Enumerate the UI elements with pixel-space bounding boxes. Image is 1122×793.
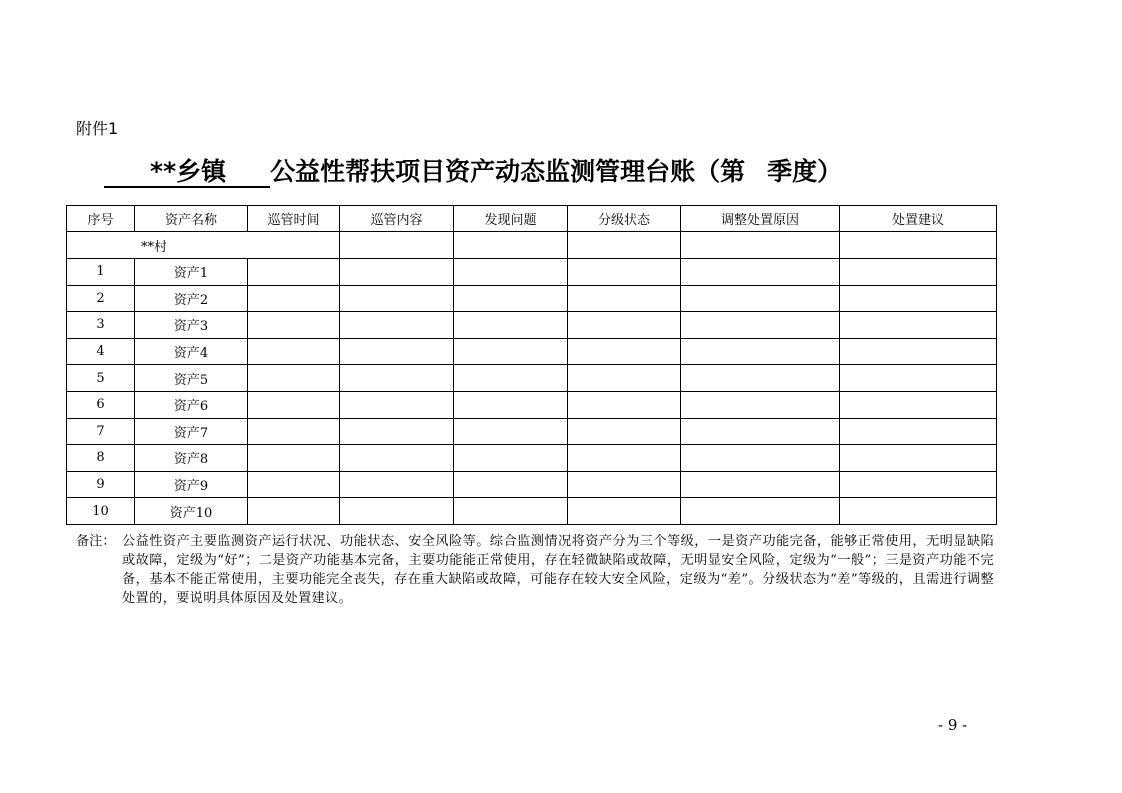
table-cell — [568, 418, 681, 445]
row-number-cell: 2 — [67, 285, 135, 312]
table-cell — [248, 418, 340, 445]
village-row — [67, 232, 997, 259]
table-cell — [454, 471, 568, 498]
row-number-cell: 8 — [67, 445, 135, 472]
table-cell — [681, 259, 840, 286]
table-cell — [840, 418, 997, 445]
row-number-cell: 1 — [67, 259, 135, 286]
table-row — [67, 445, 997, 472]
table-row — [67, 338, 997, 365]
table-cell — [840, 365, 997, 392]
table-cell — [454, 391, 568, 418]
table-cell — [340, 418, 454, 445]
table-cell — [568, 498, 681, 525]
asset-name-cell: 资产7 — [135, 418, 248, 445]
table-cell — [248, 365, 340, 392]
table-row — [67, 418, 997, 445]
table-cell — [454, 445, 568, 472]
table-cell — [840, 498, 997, 525]
table-row — [67, 471, 997, 498]
table-cell — [248, 338, 340, 365]
table-cell — [454, 259, 568, 286]
table-cell — [340, 312, 454, 339]
row-number-cell: 9 — [67, 471, 135, 498]
table-row — [67, 285, 997, 312]
header-cell: 发现问题 — [454, 206, 568, 232]
table-cell — [568, 338, 681, 365]
table-cell — [568, 259, 681, 286]
table-cell — [681, 365, 840, 392]
document-title — [104, 152, 1004, 188]
table-cell — [840, 259, 997, 286]
header-cell: 巡管时间 — [248, 206, 340, 232]
table-row — [67, 498, 997, 525]
table-cell — [681, 471, 840, 498]
asset-name-cell: 资产3 — [135, 312, 248, 339]
table-cell — [340, 498, 454, 525]
asset-name-cell: 资产9 — [135, 471, 248, 498]
title-blank-underline — [228, 157, 270, 188]
table-cell — [681, 232, 840, 259]
table-cell — [568, 312, 681, 339]
table-cell — [454, 498, 568, 525]
table-cell — [340, 285, 454, 312]
row-number-cell: 10 — [67, 498, 135, 525]
table-cell — [681, 285, 840, 312]
table-cell — [568, 471, 681, 498]
table-cell — [340, 391, 454, 418]
header-cell: 调整处置原因 — [681, 206, 840, 232]
asset-name-cell: 资产5 — [135, 365, 248, 392]
asset-name-cell: 资产8 — [135, 445, 248, 472]
table-header-row — [67, 206, 997, 232]
table-cell — [340, 232, 454, 259]
table-cell — [840, 471, 997, 498]
table-cell — [681, 338, 840, 365]
table-cell — [454, 338, 568, 365]
table-cell — [248, 312, 340, 339]
title-town: **乡镇 — [150, 157, 227, 186]
table-cell — [248, 445, 340, 472]
table-row — [67, 365, 997, 392]
remarks-section — [76, 532, 994, 608]
title-blank-underline — [104, 157, 150, 188]
table-cell — [340, 338, 454, 365]
row-number-cell: 4 — [67, 338, 135, 365]
asset-ledger-table — [66, 205, 997, 525]
header-cell: 分级状态 — [568, 206, 681, 232]
table-cell — [681, 418, 840, 445]
asset-name-cell: 资产2 — [135, 285, 248, 312]
table-row — [67, 312, 997, 339]
table-cell — [454, 285, 568, 312]
table-cell — [248, 391, 340, 418]
table-cell — [840, 232, 997, 259]
title-quarter-suffix: 季度） — [767, 157, 843, 186]
title-main: 公益性帮扶项目资产动态监测管理台账（第 — [270, 157, 746, 186]
row-number-cell: 3 — [67, 312, 135, 339]
row-number-cell: 7 — [67, 418, 135, 445]
asset-name-cell: 资产4 — [135, 338, 248, 365]
row-number-cell: 5 — [67, 365, 135, 392]
table-cell — [248, 471, 340, 498]
asset-name-cell: 资产1 — [135, 259, 248, 286]
table-cell — [248, 285, 340, 312]
remarks-text: 公益性资产主要监测资产运行状况、功能状态、安全风险等。综合监测情况将资产分为三个等级，一是资产功能完备，能够正常使用，无明显缺陷或故障，定级为“好”；二是资产功能基本完备，主要功能能正常使用，存在轻微缺陷或故障，无明显安全风险，定级为“一般”；三是资产功能不完备，基本不能正常使用，主要功能完全丧失，存在重大缺陷或故障，可能存在较大安全风险，定级为“差”。分级状态为“差”等级的，且需进行调整处置的，要说明具体原因及处置建议。 — [122, 534, 994, 606]
attachment-label: 附件1 — [76, 119, 119, 138]
table-cell — [840, 312, 997, 339]
table-row — [67, 259, 997, 286]
page-number: - 9 - — [938, 716, 968, 734]
table-cell — [454, 232, 568, 259]
header-cell: 处置建议 — [840, 206, 997, 232]
asset-name-cell: 资产6 — [135, 391, 248, 418]
table-cell — [454, 418, 568, 445]
table-cell — [681, 445, 840, 472]
table-cell — [840, 285, 997, 312]
village-name-cell: **村 — [67, 232, 340, 259]
row-number-cell: 6 — [67, 391, 135, 418]
header-cell: 序号 — [67, 206, 135, 232]
table-cell — [681, 312, 840, 339]
header-cell: 资产名称 — [135, 206, 248, 232]
table-cell — [840, 338, 997, 365]
table-cell — [840, 391, 997, 418]
table-cell — [681, 391, 840, 418]
table-cell — [681, 498, 840, 525]
header-cell: 巡管内容 — [340, 206, 454, 232]
table-cell — [454, 312, 568, 339]
table-cell — [454, 365, 568, 392]
remarks-label: 备注： — [76, 534, 116, 549]
table-cell — [568, 365, 681, 392]
table-cell — [340, 365, 454, 392]
table-cell — [248, 498, 340, 525]
table-cell — [840, 445, 997, 472]
table-cell — [568, 391, 681, 418]
table-row — [67, 391, 997, 418]
asset-name-cell: 资产10 — [135, 498, 248, 525]
table-cell — [340, 445, 454, 472]
table-cell — [248, 259, 340, 286]
table-cell — [568, 285, 681, 312]
table-cell — [568, 445, 681, 472]
table-cell — [340, 471, 454, 498]
table-cell — [568, 232, 681, 259]
table-cell — [340, 259, 454, 286]
